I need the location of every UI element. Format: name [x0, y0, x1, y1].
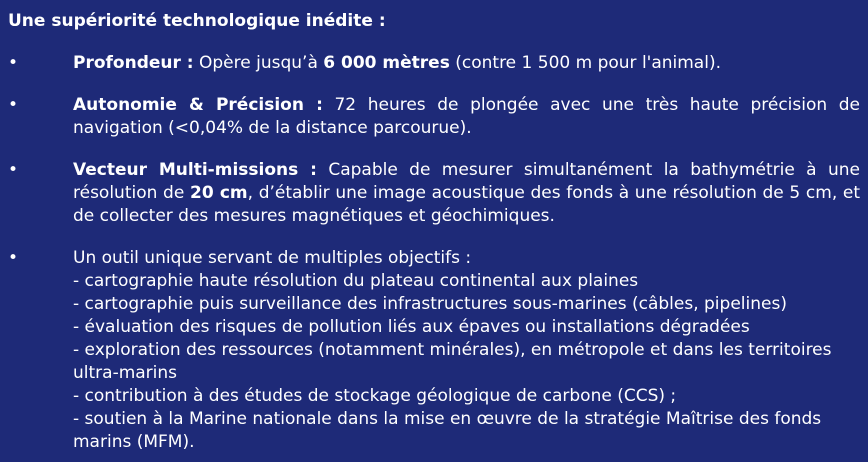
- objective-item: - exploration des ressources (notamment minérales), en métropole et dans les territoires ultra-marins: [73, 340, 832, 383]
- bullet-item-autonomy: [8, 94, 860, 140]
- bullet-item-objectives: [8, 247, 860, 454]
- objective-item: - cartographie puis surveillance des infrastructures sous-marines (câbles, pipelines): [73, 294, 787, 314]
- bullet-item-multimission: [8, 159, 860, 228]
- item-text: (contre 1 500 m pour l'animal).: [449, 53, 721, 73]
- item-text: Capable de mesurer simultanément la bathymétrie à une résolution de: [73, 160, 860, 203]
- bullet-icon: •: [8, 95, 19, 115]
- item-label: Profondeur :: [73, 53, 194, 73]
- objectives-intro: Un outil unique servant de multiples objectifs :: [73, 248, 472, 268]
- bullet-text: [73, 159, 860, 228]
- bullet-icon: •: [8, 248, 19, 268]
- item-text: 72 heures de plongée avec une très haute précision de navigation (<0,04% de la distance parcourue).: [73, 95, 860, 138]
- bullet-item-depth: [8, 52, 860, 75]
- item-text: Opère jusqu’à: [193, 53, 324, 73]
- objective-item: - évaluation des risques de pollution liés aux épaves ou installations dégradées: [73, 317, 750, 337]
- item-label: Autonomie & Précision :: [73, 95, 323, 115]
- item-highlight: 20 cm: [189, 183, 248, 203]
- bullet-icon: •: [8, 53, 19, 73]
- section-heading: Une supériorité technologique inédite :: [8, 11, 386, 31]
- bullet-text: [73, 94, 860, 140]
- item-label: Vecteur Multi-missions :: [73, 160, 317, 180]
- item-highlight: 6 000 mètres: [323, 53, 450, 73]
- objective-item: - contribution à des études de stockage géologique de carbone (CCS) ;: [73, 386, 677, 406]
- bullet-text: [73, 52, 860, 75]
- objectives-list: [73, 270, 860, 454]
- bullet-text: [73, 247, 860, 454]
- bullet-icon: •: [8, 160, 19, 180]
- objective-item: - cartographie haute résolution du plateau continental aux plaines: [73, 271, 639, 291]
- objective-item: - soutien à la Marine nationale dans la mise en œuvre de la stratégie Maîtrise des fonds marins (MFM).: [73, 409, 822, 452]
- item-text: , d’établir une image acoustique des fonds à une résolution de 5 cm, et de collecter des mesures magnétiques et géochimiques.: [73, 183, 861, 226]
